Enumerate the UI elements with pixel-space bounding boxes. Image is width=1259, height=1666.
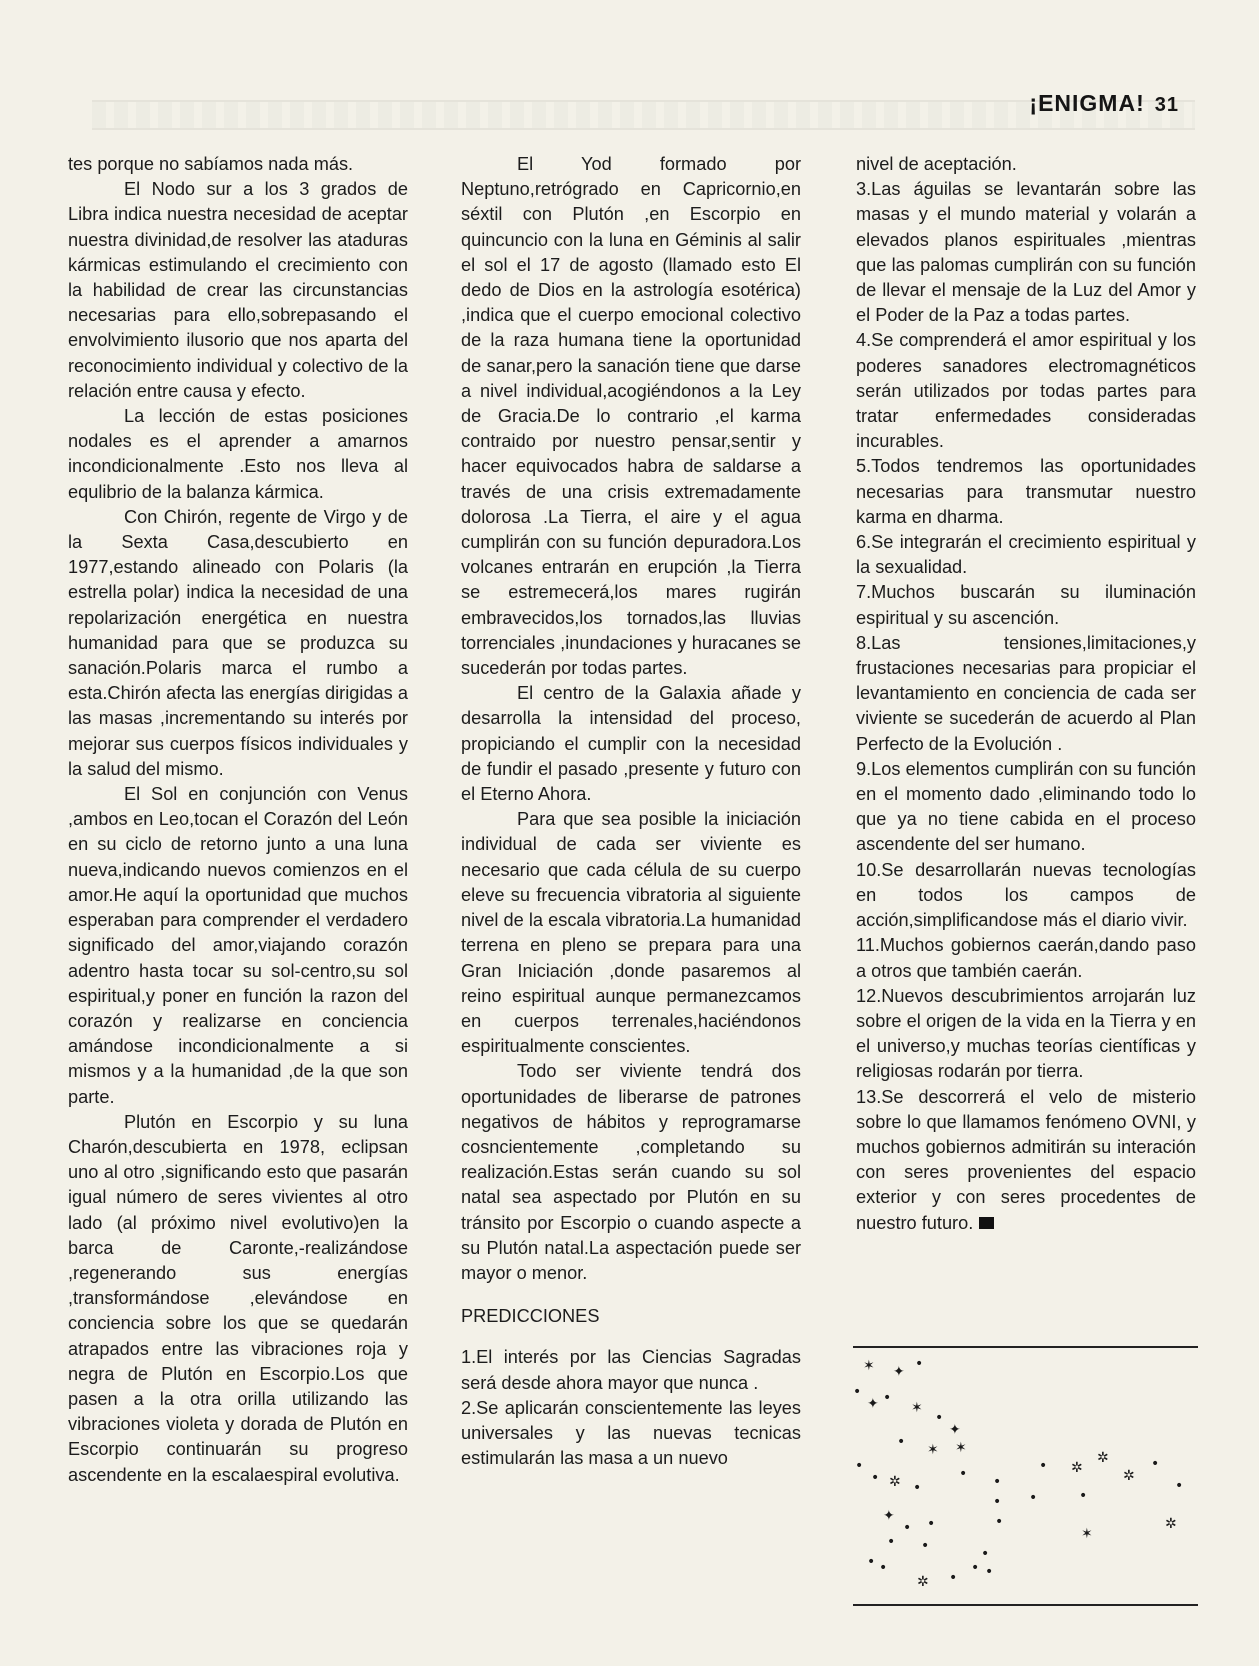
divider bbox=[853, 1604, 1198, 1606]
svg-text:•: • bbox=[1039, 1458, 1048, 1474]
svg-text:✶: ✶ bbox=[911, 1400, 923, 1416]
svg-text:•: • bbox=[871, 1470, 880, 1486]
page-header bbox=[1029, 90, 1179, 117]
prediction-item: 5.Todos tendremos las oportunidades necesarias para transmutar nuestro karma en dharma. bbox=[856, 456, 1196, 527]
svg-text:✶: ✶ bbox=[927, 1442, 939, 1458]
svg-text:•: • bbox=[855, 1458, 864, 1474]
svg-text:•: • bbox=[985, 1564, 994, 1580]
paragraph: El centro de la Galaxia añade y desarrolla la intensidad del proceso, propiciando el cumplir con la necesidad de fundir el pasado ,presente y futuro con el Eterno Ahora. bbox=[461, 683, 801, 805]
magazine-title: ¡ENIGMA! bbox=[1029, 90, 1145, 116]
stars-icon bbox=[853, 1350, 1198, 1600]
svg-text:•: • bbox=[921, 1538, 930, 1554]
prediction-item: nivel de aceptación. bbox=[856, 154, 1017, 174]
svg-text:✲: ✲ bbox=[1123, 1468, 1135, 1484]
prediction-item: 7.Muchos buscarán su iluminación espiritual y su ascención. bbox=[856, 582, 1196, 628]
column-2 bbox=[461, 152, 801, 1471]
prediction-item: 3.Las águilas se levantarán sobre las masas y el mundo material y volarán a elevados planos espirituales ,mientras que las palomas cumplirán con su función de llevar el mensaje de la Luz del Amor y el Poder de la Paz a todas partes. bbox=[856, 179, 1196, 326]
svg-text:•: • bbox=[853, 1384, 862, 1400]
column-1 bbox=[68, 152, 408, 1488]
section-heading: PREDICCIONES bbox=[461, 1306, 600, 1327]
svg-text:✦: ✦ bbox=[893, 1364, 905, 1380]
svg-text:✶: ✶ bbox=[955, 1440, 967, 1456]
svg-text:✦: ✦ bbox=[867, 1396, 879, 1412]
prediction-item: 12.Nuevos descubrimientos arrojarán luz sobre el origen de la vida en la Tierra y en el universo,y muchas teorías científicas y religiosas rodarán por tierra. bbox=[856, 985, 1196, 1082]
paragraph: Con Chirón, regente de Virgo y de la Sexta Casa,descubierto en 1977,estando alineado con Polaris (la estrella polar) indica la necesidad de una repolarización energética en nuestra humanidad para que se produzca su sanación.Polaris marca el rumbo a esta.Chirón afecta las energías dirigidas a las masas ,incrementando su interés por mejorar sus cuerpos físicos individuales y la salud del mismo. bbox=[68, 506, 408, 779]
svg-text:✶: ✶ bbox=[1081, 1526, 1093, 1542]
page-number: 31 bbox=[1154, 94, 1179, 116]
svg-text:✲: ✲ bbox=[889, 1474, 901, 1490]
svg-text:•: • bbox=[993, 1474, 1002, 1490]
paragraph: tes porque no sabíamos nada más. bbox=[68, 154, 354, 174]
svg-text:•: • bbox=[883, 1390, 892, 1406]
prediction-item: 10.Se desarrollarán nuevas tecnologías en todos los campos de acción,simplificandose más el diario vivir. bbox=[856, 859, 1196, 931]
svg-text:•: • bbox=[959, 1466, 968, 1482]
prediction-item: 8.Las tensiones,limitaciones,y frustaciones necesarias para propiciar el levantamiento en conciencia de cada ser viviente se sucederán de acuerdo al Plan Perfecto de la Evolución . bbox=[856, 632, 1196, 754]
svg-text:•: • bbox=[993, 1494, 1002, 1510]
prediction-item: 1.El interés por las Ciencias Sagradas será desde ahora mayor que nunca . bbox=[461, 1347, 801, 1393]
svg-text:•: • bbox=[897, 1434, 906, 1450]
svg-text:✲: ✲ bbox=[917, 1574, 929, 1590]
paragraph: La lección de estas posiciones nodales es el aprender a amarnos incondicionalmente .Esto nos lleva al equlibrio de la balanza kármica. bbox=[68, 406, 408, 502]
prediction-item: 11.Muchos gobiernos caerán,dando paso a otros que también caerán. bbox=[856, 935, 1196, 981]
svg-text:•: • bbox=[981, 1546, 990, 1562]
paragraph: Plutón en Escorpio y su luna Charón,descubierta en 1978, eclipsan uno al otro ,significando esto que pasarán igual número de seres vivientes al otro lado (al próximo nivel evolutivo)en la barca de Caronte,-realizándose ,regenerando sus energías ,transformándose ,elevándose en conciencia sobre los que se quedarán atrapados entre las vibraciones roja y negra de Plutón en Escorpio.Los que pasen a la otra orilla utilizando las vibraciones violeta y dorada de Plutón en Escorpio continuarán su progreso ascendente en la escalaespiral evolutiva. bbox=[68, 1111, 408, 1485]
svg-text:•: • bbox=[1151, 1456, 1160, 1472]
prediction-item: 13.Se descorrerá el velo de misterio sobre lo que llamamos fenómeno OVNI, y muchos gobiernos admitirán su interación con seres provenientes del espacio exterior y con seres procedentes de nuestro futuro. bbox=[856, 1086, 1196, 1233]
svg-text:✦: ✦ bbox=[883, 1508, 895, 1524]
svg-text:✲: ✲ bbox=[1097, 1450, 1109, 1466]
svg-text:•: • bbox=[887, 1534, 896, 1550]
svg-text:•: • bbox=[971, 1560, 980, 1576]
svg-text:•: • bbox=[913, 1480, 922, 1496]
svg-text:✲: ✲ bbox=[1165, 1516, 1177, 1532]
prediction-item: 6.Se integrarán el crecimiento espiritual y la sexualidad. bbox=[856, 532, 1196, 578]
end-mark-icon bbox=[979, 1217, 994, 1229]
svg-text:•: • bbox=[1029, 1490, 1038, 1506]
svg-text:•: • bbox=[927, 1516, 936, 1532]
column-3 bbox=[856, 152, 1196, 1236]
svg-text:•: • bbox=[903, 1520, 912, 1536]
svg-text:•: • bbox=[867, 1554, 876, 1570]
svg-text:•: • bbox=[949, 1570, 958, 1586]
paragraph: Todo ser viviente tendrá dos oportunidades de liberarse de patrones negativos de hábitos y reprogramarse cosncientemente ,completando su realización.Estas serán cuando su sol natal sea aspectado por Plutón en su tránsito por Escorpio o cuando aspecte a su Plutón natal.La aspectación puede ser mayor o menor. bbox=[461, 1061, 801, 1283]
prediction-item: 4.Se comprenderá el amor espiritual y los poderes sanadores electromagnéticos serán utilizados por todas partes para tratar enfermedades consideradas incurables. bbox=[856, 330, 1196, 452]
paragraph: Para que sea posible la iniciación individual de cada ser viviente es necesario que cada célula de su cuerpo eleve su frecuencia vibratoria al siguiente nivel de la escala vibratoria.La humanidad terrena en pleno se prepara para una Gran Iniciación ,donde pasaremos al reino espiritual aunque permanezcamos en cuerpos terrenales,haciéndonos espiritualmente conscientes. bbox=[461, 809, 801, 1057]
svg-text:✶: ✶ bbox=[863, 1358, 875, 1374]
paragraph: El Yod formado por Neptuno,retrógrado en Capricornio,en séxtil con Plutón ,en Escorpio en quincuncio con la luna en Géminis al salir el sol el 17 de agosto (llamado esto El dedo de Dios en la astrología esotérica) ,indica que el cuerpo emocional colectivo de la raza humana tiene la oportunidad de sanar,pero la sanación tiene que darse a nivel individual,acogiéndonos a la Ley de Gracia.De lo contrario ,el karma contraido por nuestro pensar,sentir y hacer equivocados habra de saldarse a través de una crisis extremadamente dolorosa .La Tierra, el aire y el agua cumplirán con su función depuradora.Los volcanes entrarán en erupción ,la Tierra se estremecerá,los mares rugirán embravecidos,los tornados,las lluvias torrenciales ,inundaciones y huracanes se sucederán por todas partes. bbox=[461, 154, 801, 679]
divider bbox=[853, 1346, 1198, 1348]
svg-text:✲: ✲ bbox=[1071, 1460, 1083, 1476]
paragraph: El Nodo sur a los 3 grados de Libra indica nuestra necesidad de aceptar nuestra divinidad,de resolver las ataduras kármicas estimulando el crecimiento con la habilidad de crear las circunstancias necesarias para ello,sobrepasando el envolvimiento ilusorio que nos aparta del reconocimiento individual y colectivo de la relación entre causa y efecto. bbox=[68, 179, 408, 401]
svg-text:•: • bbox=[915, 1356, 924, 1372]
svg-text:✦: ✦ bbox=[949, 1422, 961, 1438]
svg-text:•: • bbox=[935, 1410, 944, 1426]
svg-text:•: • bbox=[995, 1514, 1004, 1530]
svg-text:•: • bbox=[879, 1560, 888, 1576]
svg-text:•: • bbox=[1175, 1478, 1184, 1494]
starfield-illustration bbox=[853, 1340, 1198, 1606]
prediction-item: 9.Los elementos cumplirán con su función en el momento dado ,eliminando todo lo que ya no tiene cabida en el proceso ascendente del ser humano. bbox=[856, 758, 1196, 855]
paragraph: El Sol en conjunción con Venus ,ambos en Leo,tocan el Corazón del León en su ciclo de retorno junto a una luna nueva,indicando nuevos comienzos en el amor.He aquí la oportunidad que muchos esperaban para comprender el verdadero significado del amor,viajando corazón adentro hasta tocar su sol-centro,su sol espiritual,y poner en función la razon del corazón y realizarse en conciencia amándose incondicionalmente a si mismos y a la humanidad ,de la que son parte. bbox=[68, 784, 408, 1107]
svg-text:•: • bbox=[1079, 1488, 1088, 1504]
prediction-item: 2.Se aplicarán conscientemente las leyes universales y las nuevas tecnicas estimularán las masa a un nuevo bbox=[461, 1397, 801, 1469]
